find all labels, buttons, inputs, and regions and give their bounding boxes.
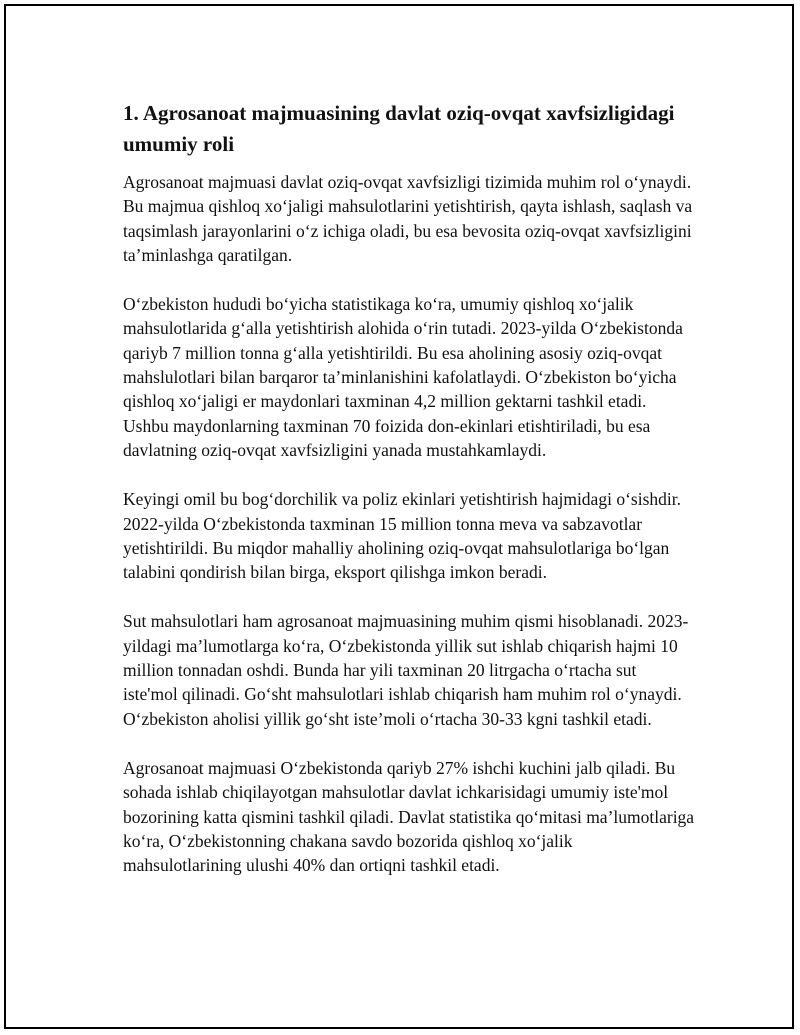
page-frame [4,4,794,1029]
paragraph-4: Sut mahsulotlari ham agrosanoat majmuasining muhim qismi hisoblanadi. 2023-yildagi maʼlumotlarga koʻra, Oʻzbekistonda yillik sut ishlab chiqarish hajmi 10 million tonnadan oshdi. Bunda har yili taxminan 20 litrgacha oʻrtacha sut iste'mol qilinadi. Goʻsht mahsulotlari ishlab chiqarish ham muhim rol oʻynaydi. Oʻzbekiston aholisi yillik goʻsht isteʼmoli oʻrtacha 30-33 kgni tashkil etadi. [123,611,689,729]
section-heading: 1. Agrosanoat majmuasining davlat oziq-ovqat xavfsizligidagi umumiy roli [123,101,675,156]
paragraph-5: Agrosanoat majmuasi Oʻzbekistonda qariyb 27% ishchi kuchini jalb qiladi. Bu sohada ishlab chiqilayotgan mahsulotlar davlat ichkarisidagi umumiy iste'mol bozorining katta qismini tashkil qiladi. Davlat statistika qoʻmitasi maʼlumotlariga koʻra, Oʻzbekistonning chakana savdo bozorida qishloq xoʻjalik mahsulotlarining ulushi 40% dan ortiqni tashkil etadi. [123,757,695,876]
paragraph-1: Agrosanoat majmuasi davlat oziq-ovqat xavfsizligi tizimida muhim rol oʻynaydi. Bu majmua qishloq xoʻjaligi mahsulotlarini yetishtirish, qayta ishlash, saqlash va taqsimlash jarayonlarini oʻz ichiga oladi, bu esa bevosita oziq-ovqat xavfsizligini taʼminlashga qaratilgan. [123,172,693,265]
paragraph-3: Keyingi omil bu bogʻdorchilik va poliz ekinlari yetishtirish hajmidagi oʻsishdir. 2022-yilda Oʻzbekistonda taxminan 15 million tonna meva va sabzavotlar yetishtirildi. Bu miqdor mahalliy aholining oziq-ovqat mahsulotlariga boʻlgan talabini qondirish bilan birga, eksport qilishga imkon beradi. [123,489,681,583]
paragraph-2: Oʻzbekiston hududi boʻyicha statistikaga koʻra, umumiy qishloq xoʻjalik mahsulotlarida gʻalla yetishtirish alohida oʻrin tutadi. 2023-yilda Oʻzbekistonda qariyb 7 million tonna gʻalla yetishtirildi. Bu esa aholining asosiy oziq-ovqat mahslulotlari bilan barqaror taʼminlanishini kafolatlaydi. Oʻzbekiston boʻyicha qishloq xoʻjaligi er maydonlari taxminan 4,2 million gektarni tashkil etadi. Ushbu maydonlarning taxminan 70 foizida don-ekinlari etishtiriladi, bu esa davlatning oziq-ovqat xavfsizligini yanada mustahkamlaydi. [123,294,683,460]
document-body [123,98,695,902]
